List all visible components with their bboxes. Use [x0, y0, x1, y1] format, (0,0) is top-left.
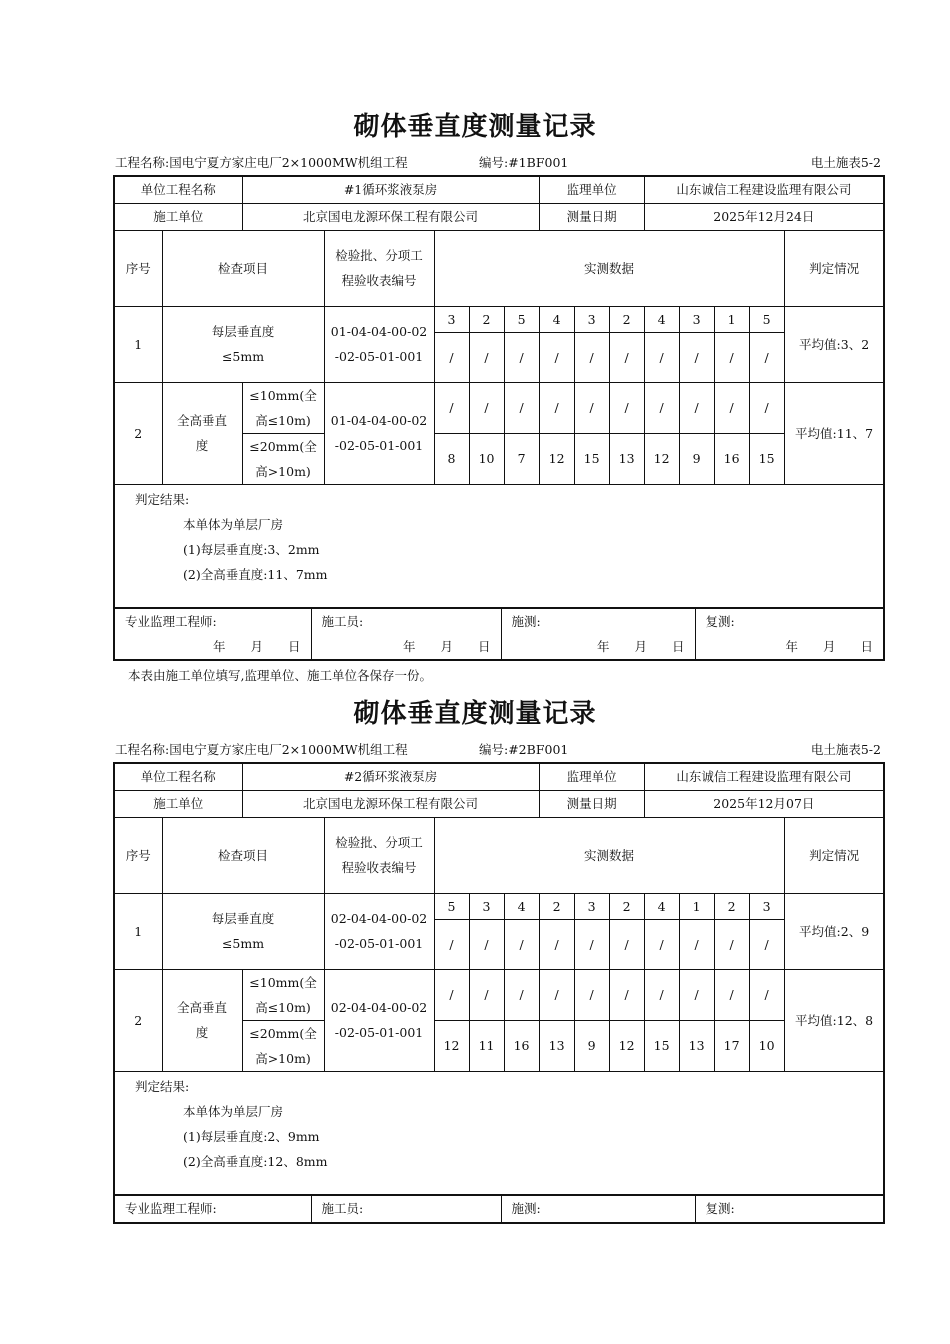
row2-seq: 2 [114, 969, 162, 1071]
supervisor-label: 监理单位 [539, 763, 644, 790]
contractor-label: 施工单位 [114, 203, 242, 230]
measure-date-label: 测量日期 [539, 790, 644, 817]
col-seq-header: 序号 [114, 817, 162, 893]
data-cell: 2 [609, 306, 644, 332]
row2-judge: 平均值:11、7 [784, 382, 884, 484]
data-cell: / [749, 969, 784, 1020]
data-cell: 5 [749, 306, 784, 332]
row1-judge: 平均值:2、9 [784, 893, 884, 969]
record-table [113, 762, 885, 1196]
row1-batch: 01-04-04-00-02 -02-05-01-001 [324, 306, 434, 382]
data-cell: / [469, 382, 504, 433]
data-cell: / [679, 919, 714, 969]
result-line: (1)每层垂直度:2、9mm [183, 1128, 320, 1144]
data-cell: 2 [714, 893, 749, 919]
data-cell: / [644, 969, 679, 1020]
signature-label: 施测: [511, 1201, 541, 1216]
form-code: 编号:#2BF001 [479, 742, 569, 757]
data-cell: 3 [679, 306, 714, 332]
data-cell: / [714, 382, 749, 433]
data-cell: / [469, 919, 504, 969]
data-cell: / [574, 969, 609, 1020]
data-cell: 2 [469, 306, 504, 332]
data-cell: / [574, 332, 609, 382]
row1-batch: 02-04-04-00-02 -02-05-01-001 [324, 893, 434, 969]
data-cell: 10 [749, 1020, 784, 1071]
project-name: 工程名称:国电宁夏方家庄电厂2×1000MW机组工程 [115, 155, 408, 170]
data-cell: 15 [644, 1020, 679, 1071]
row2-item: 全高垂直度 [162, 969, 242, 1071]
signature-date: 年 月 日 [212, 639, 301, 654]
data-cell: / [714, 919, 749, 969]
data-cell: / [434, 919, 469, 969]
data-cell: / [749, 332, 784, 382]
form-number: 电土施表5-2 [810, 155, 881, 170]
row2-judge: 平均值:12、8 [784, 969, 884, 1071]
data-cell: 8 [434, 433, 469, 484]
data-cell: 4 [644, 893, 679, 919]
signature-supervisor [114, 1196, 311, 1223]
data-cell: 2 [609, 893, 644, 919]
data-cell: 12 [434, 1020, 469, 1071]
row1-judge: 平均值:3、2 [784, 306, 884, 382]
form-title: 砌体垂直度测量记录 [353, 699, 597, 729]
data-cell: 4 [539, 306, 574, 332]
data-cell: 10 [469, 433, 504, 484]
row1-item: 每层垂直度≤5mm [162, 893, 324, 969]
data-cell: 13 [679, 1020, 714, 1071]
data-cell: 5 [434, 893, 469, 919]
data-cell: / [434, 382, 469, 433]
col-item-header: 检查项目 [162, 230, 324, 306]
result-label: 判定结果: [135, 491, 190, 507]
signature-builder [311, 609, 501, 661]
contractor-label: 施工单位 [114, 790, 242, 817]
data-cell: / [434, 969, 469, 1020]
col-data-header: 实测数据 [434, 230, 784, 306]
data-cell: / [714, 969, 749, 1020]
result-line: (1)每层垂直度:3、2mm [183, 541, 320, 557]
signature-builder [311, 1196, 501, 1223]
row2-sub1: ≤10mm(全高≤10m) [242, 382, 324, 433]
col-batch-header: 检验批、分项工程验收表编号 [324, 817, 434, 893]
data-cell: / [574, 382, 609, 433]
measure-date-label: 测量日期 [539, 203, 644, 230]
data-cell: 15 [574, 433, 609, 484]
data-cell: 13 [539, 1020, 574, 1071]
data-cell: 7 [504, 433, 539, 484]
data-cell: 12 [644, 433, 679, 484]
data-cell: 11 [469, 1020, 504, 1071]
data-cell: / [609, 919, 644, 969]
data-cell: / [749, 382, 784, 433]
signature-table [113, 608, 885, 661]
signature-label: 复测: [705, 614, 735, 629]
contractor-value: 北京国电龙源环保工程有限公司 [242, 203, 539, 230]
data-cell: / [469, 332, 504, 382]
data-cell: / [679, 382, 714, 433]
data-cell: 2 [539, 893, 574, 919]
signature-date: 年 月 日 [785, 639, 873, 654]
data-cell: 9 [679, 433, 714, 484]
row2-sub1: ≤10mm(全高≤10m) [242, 969, 324, 1020]
result-section [114, 1071, 884, 1195]
data-cell: 1 [679, 893, 714, 919]
supervisor-label: 监理单位 [539, 176, 644, 203]
data-cell: / [434, 332, 469, 382]
signature-label: 专业监理工程师: [125, 614, 217, 629]
data-cell: / [504, 332, 539, 382]
result-line: (2)全高垂直度:12、8mm [183, 1153, 328, 1169]
col-batch-header: 检验批、分项工程验收表编号 [324, 230, 434, 306]
unit-project-value: #1循环浆液泵房 [242, 176, 539, 203]
data-cell: 3 [469, 893, 504, 919]
signature-measurer [501, 609, 695, 661]
row2-sub2: ≤20mm(全高>10m) [242, 433, 324, 484]
data-cell: 3 [749, 893, 784, 919]
data-cell: / [644, 919, 679, 969]
signature-measurer [501, 1196, 695, 1223]
row2-batch: 01-04-04-00-02 -02-05-01-001 [324, 382, 434, 484]
data-cell: / [609, 332, 644, 382]
data-cell: 4 [504, 893, 539, 919]
form-meta [115, 153, 881, 171]
signature-label: 施工员: [321, 1201, 364, 1216]
data-cell: / [539, 969, 574, 1020]
row2-sub2: ≤20mm(全高>10m) [242, 1020, 324, 1071]
record-table [113, 175, 885, 609]
form-meta [115, 740, 881, 758]
data-cell: / [504, 382, 539, 433]
col-judge-header: 判定情况 [784, 230, 884, 306]
result-line: 本单体为单层厂房 [183, 516, 284, 532]
measure-date-value: 2025年12月07日 [644, 790, 884, 817]
data-cell: / [469, 969, 504, 1020]
form-code: 编号:#1BF001 [479, 155, 569, 170]
data-cell: / [644, 332, 679, 382]
form-number: 电土施表5-2 [810, 742, 881, 757]
signature-date: 年 月 日 [596, 639, 685, 654]
data-cell: 12 [609, 1020, 644, 1071]
row2-seq: 2 [114, 382, 162, 484]
data-cell: / [539, 382, 574, 433]
data-cell: 4 [644, 306, 679, 332]
signature-label: 施工员: [321, 614, 364, 629]
result-section [114, 484, 884, 608]
signature-label: 专业监理工程师: [125, 1201, 217, 1216]
supervisor-value: 山东诚信工程建设监理有限公司 [644, 176, 884, 203]
data-cell: / [714, 332, 749, 382]
data-cell: 16 [504, 1020, 539, 1071]
result-line: 本单体为单层厂房 [183, 1103, 284, 1119]
col-judge-header: 判定情况 [784, 817, 884, 893]
data-cell: 13 [609, 433, 644, 484]
footnote: 本表由施工单位填写,监理单位、施工单位各保存一份。 [128, 668, 432, 683]
data-cell: / [644, 382, 679, 433]
result-line: (2)全高垂直度:11、7mm [183, 566, 328, 582]
row1-seq: 1 [114, 306, 162, 382]
signature-label: 施测: [511, 614, 541, 629]
data-cell: 3 [574, 306, 609, 332]
data-cell: 3 [434, 306, 469, 332]
row1-item: 每层垂直度≤5mm [162, 306, 324, 382]
col-item-header: 检查项目 [162, 817, 324, 893]
data-cell: 12 [539, 433, 574, 484]
row1-seq: 1 [114, 893, 162, 969]
data-cell: 15 [749, 433, 784, 484]
data-cell: 5 [504, 306, 539, 332]
signature-date: 年 月 日 [402, 639, 491, 654]
result-label: 判定结果: [135, 1078, 190, 1094]
data-cell: / [679, 332, 714, 382]
measure-date-value: 2025年12月24日 [644, 203, 884, 230]
data-cell: / [679, 969, 714, 1020]
record-form-2 [113, 762, 883, 1224]
record-form-1 [113, 175, 883, 661]
col-seq-header: 序号 [114, 230, 162, 306]
unit-project-label: 单位工程名称 [114, 176, 242, 203]
data-cell: / [609, 969, 644, 1020]
data-cell: / [504, 969, 539, 1020]
unit-project-value: #2循环浆液泵房 [242, 763, 539, 790]
signature-table [113, 1195, 885, 1224]
data-cell: 9 [574, 1020, 609, 1071]
data-cell: / [539, 332, 574, 382]
signature-label: 复测: [705, 1201, 735, 1216]
data-cell: / [749, 919, 784, 969]
signature-remeasurer [695, 609, 884, 661]
contractor-value: 北京国电龙源环保工程有限公司 [242, 790, 539, 817]
data-cell: 16 [714, 433, 749, 484]
data-cell: 3 [574, 893, 609, 919]
data-cell: 17 [714, 1020, 749, 1071]
row2-item: 全高垂直度 [162, 382, 242, 484]
col-data-header: 实测数据 [434, 817, 784, 893]
row2-batch: 02-04-04-00-02 -02-05-01-001 [324, 969, 434, 1071]
signature-remeasurer [695, 1196, 884, 1223]
data-cell: / [504, 919, 539, 969]
unit-project-label: 单位工程名称 [114, 763, 242, 790]
signature-supervisor [114, 609, 311, 661]
form-title: 砌体垂直度测量记录 [353, 112, 597, 142]
project-name: 工程名称:国电宁夏方家庄电厂2×1000MW机组工程 [115, 742, 408, 757]
data-cell: / [539, 919, 574, 969]
data-cell: / [574, 919, 609, 969]
data-cell: / [609, 382, 644, 433]
supervisor-value: 山东诚信工程建设监理有限公司 [644, 763, 884, 790]
data-cell: 1 [714, 306, 749, 332]
